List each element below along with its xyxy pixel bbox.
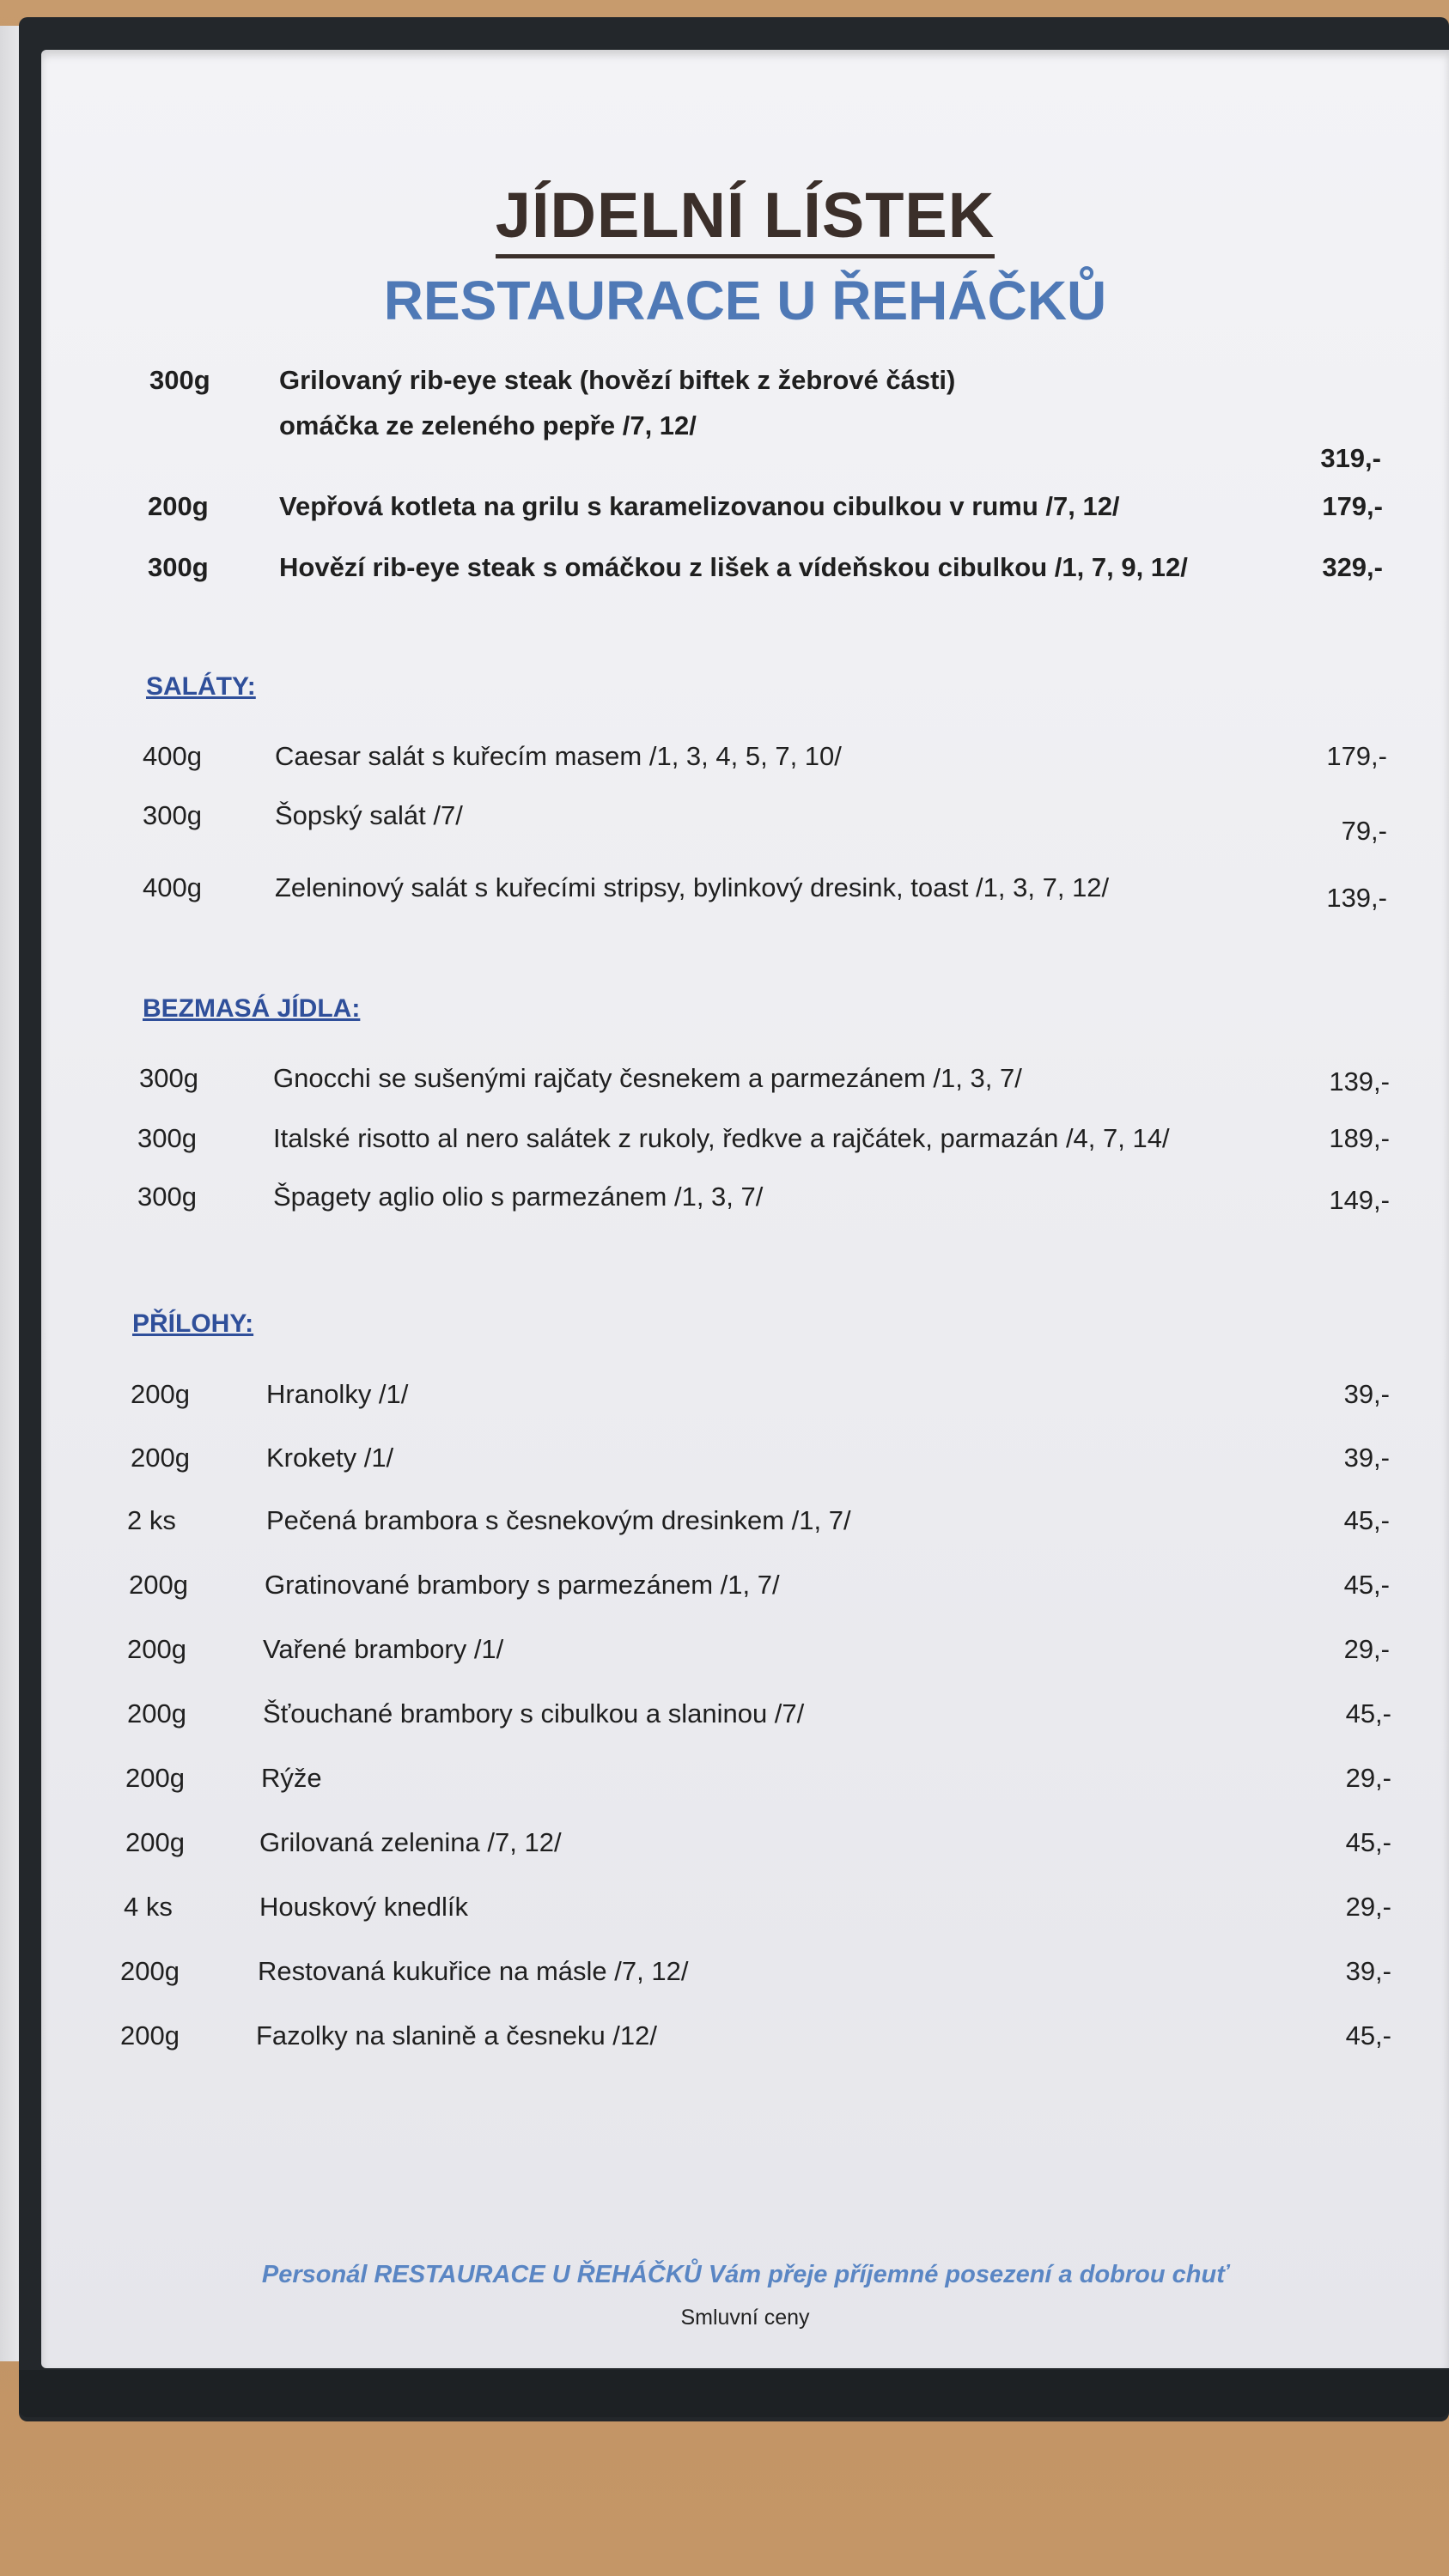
item-name: Gratinované brambory s parmezánem /1, 7/	[265, 1570, 780, 1600]
item-weight: 200g	[129, 1570, 188, 1600]
item-name: omáčka ze zeleného pepře /7, 12/	[279, 410, 697, 440]
item-price: 45,-	[1345, 1698, 1391, 1728]
item-weight: 400g	[143, 872, 202, 902]
section-heading-prilohy: PŘÍLOHY:	[132, 1309, 254, 1338]
section-heading-salaty: SALÁTY:	[146, 672, 256, 701]
item-name: Šopský salát /7/	[275, 800, 463, 830]
menu-item	[41, 1698, 1449, 1740]
item-weight: 300g	[143, 800, 202, 830]
item-weight: 300g	[149, 365, 210, 395]
menu-item	[41, 1892, 1449, 1933]
item-name: Rýže	[261, 1763, 322, 1793]
item-weight: 300g	[148, 552, 209, 582]
restaurant-name: RESTAURACE U ŘEHÁČKŮ	[383, 270, 1107, 331]
item-weight: 200g	[127, 1634, 186, 1664]
item-weight: 400g	[143, 741, 202, 771]
menu-item	[41, 872, 1449, 914]
menu-item	[41, 491, 1449, 532]
item-price: 45,-	[1345, 1827, 1391, 1857]
section-heading-bezmasa: BEZMASÁ JÍDLA:	[143, 994, 361, 1023]
item-price: 39,-	[1343, 1379, 1390, 1409]
item-price: 29,-	[1345, 1892, 1391, 1922]
menu-item	[41, 1827, 1449, 1868]
menu-item	[41, 1505, 1449, 1546]
item-weight: 200g	[131, 1379, 190, 1409]
item-weight: 4 ks	[124, 1892, 173, 1922]
menu-item	[41, 1956, 1449, 1997]
menu-item	[41, 741, 1449, 782]
item-price: 139,-	[1329, 1066, 1390, 1097]
item-price: 319,-	[1320, 443, 1381, 473]
item-weight: 200g	[120, 1956, 180, 1986]
menu-item	[41, 2020, 1449, 2062]
item-name: Hranolky /1/	[266, 1379, 409, 1409]
item-weight: 200g	[125, 1827, 185, 1857]
item-name: Restovaná kukuřice na másle /7, 12/	[258, 1956, 689, 1986]
menu-item	[41, 1123, 1449, 1164]
item-price: 39,-	[1345, 1956, 1391, 1986]
item-name: Caesar salát s kuřecím masem /1, 3, 4, 5, 7, 10/	[275, 741, 842, 771]
item-name: Italské risotto al nero salátek z rukoly, ředkve a rajčátek, parmazán /4, 7, 14/	[273, 1123, 1170, 1153]
menu-item	[41, 800, 1449, 846]
menu-item	[41, 1763, 1449, 1804]
item-name: Pečená brambora s česnekovým dresinkem /1, 7/	[266, 1505, 851, 1535]
footer-greeting: Personál RESTAURACE U ŘEHÁČKŮ Vám přeje příjemné posezení a dobrou chuť	[261, 2261, 1229, 2288]
footer-price-note: Smluvní ceny	[680, 2306, 810, 2330]
item-price: 29,-	[1343, 1634, 1390, 1664]
item-name: Zeleninový salát s kuřecími stripsy, bylinkový dresink, toast /1, 3, 7, 12/	[275, 872, 1110, 902]
menu-item	[41, 1443, 1449, 1484]
item-price: 149,-	[1329, 1185, 1390, 1215]
item-price: 45,-	[1343, 1570, 1390, 1600]
item-weight: 200g	[125, 1763, 185, 1793]
item-weight: 300g	[137, 1123, 197, 1153]
menu-title: JÍDELNÍ LÍSTEK	[41, 179, 1449, 252]
menu-sheet	[41, 50, 1449, 2368]
menu-item	[41, 365, 1449, 406]
item-name: Grilovaná zelenina /7, 12/	[259, 1827, 562, 1857]
item-name: Šťouchané brambory s cibulkou a slaninou /7/	[263, 1698, 805, 1728]
menu-item	[41, 1379, 1449, 1420]
item-name: Špagety aglio olio s parmezánem /1, 3, 7/	[273, 1182, 764, 1212]
item-price: 179,-	[1326, 741, 1387, 771]
item-weight: 300g	[137, 1182, 197, 1212]
item-weight: 200g	[120, 2020, 180, 2050]
item-name: Krokety /1/	[266, 1443, 394, 1473]
menu-item	[41, 1063, 1449, 1104]
item-weight: 200g	[148, 491, 209, 521]
menu-item	[41, 410, 1449, 473]
item-weight: 2 ks	[127, 1505, 176, 1535]
item-price: 329,-	[1322, 552, 1383, 582]
item-name: Houskový knedlík	[259, 1892, 468, 1922]
item-price: 39,-	[1343, 1443, 1390, 1473]
item-name: Grilovaný rib-eye steak (hovězí biftek z žebrové části)	[279, 365, 956, 395]
item-price: 139,-	[1326, 883, 1387, 913]
item-price: 29,-	[1345, 1763, 1391, 1793]
menu-page	[41, 50, 1449, 2368]
menu-item	[41, 1634, 1449, 1675]
item-price: 189,-	[1329, 1123, 1390, 1153]
item-name: Fazolky na slanině a česneku /12/	[256, 2020, 657, 2050]
menu-item	[41, 1182, 1449, 1223]
item-price: 45,-	[1343, 1505, 1390, 1535]
item-weight: 200g	[131, 1443, 190, 1473]
item-price: 179,-	[1322, 491, 1383, 521]
item-price: 79,-	[1341, 816, 1387, 846]
item-weight: 300g	[139, 1063, 198, 1093]
item-weight: 200g	[127, 1698, 186, 1728]
item-price: 45,-	[1345, 2020, 1391, 2050]
item-name: Vařené brambory /1/	[263, 1634, 504, 1664]
menu-item	[41, 1570, 1449, 1611]
menu-cover-bottom	[19, 2370, 1449, 2417]
item-name: Gnocchi se sušenými rajčaty česnekem a parmezánem /1, 3, 7/	[273, 1063, 1022, 1093]
menu-item	[41, 552, 1449, 593]
item-name: Vepřová kotleta na grilu s karamelizovanou cibulkou v rumu /7, 12/	[279, 491, 1120, 521]
item-name: Hovězí rib-eye steak s omáčkou z lišek a vídeňskou cibulkou /1, 7, 9, 12/	[279, 552, 1188, 582]
